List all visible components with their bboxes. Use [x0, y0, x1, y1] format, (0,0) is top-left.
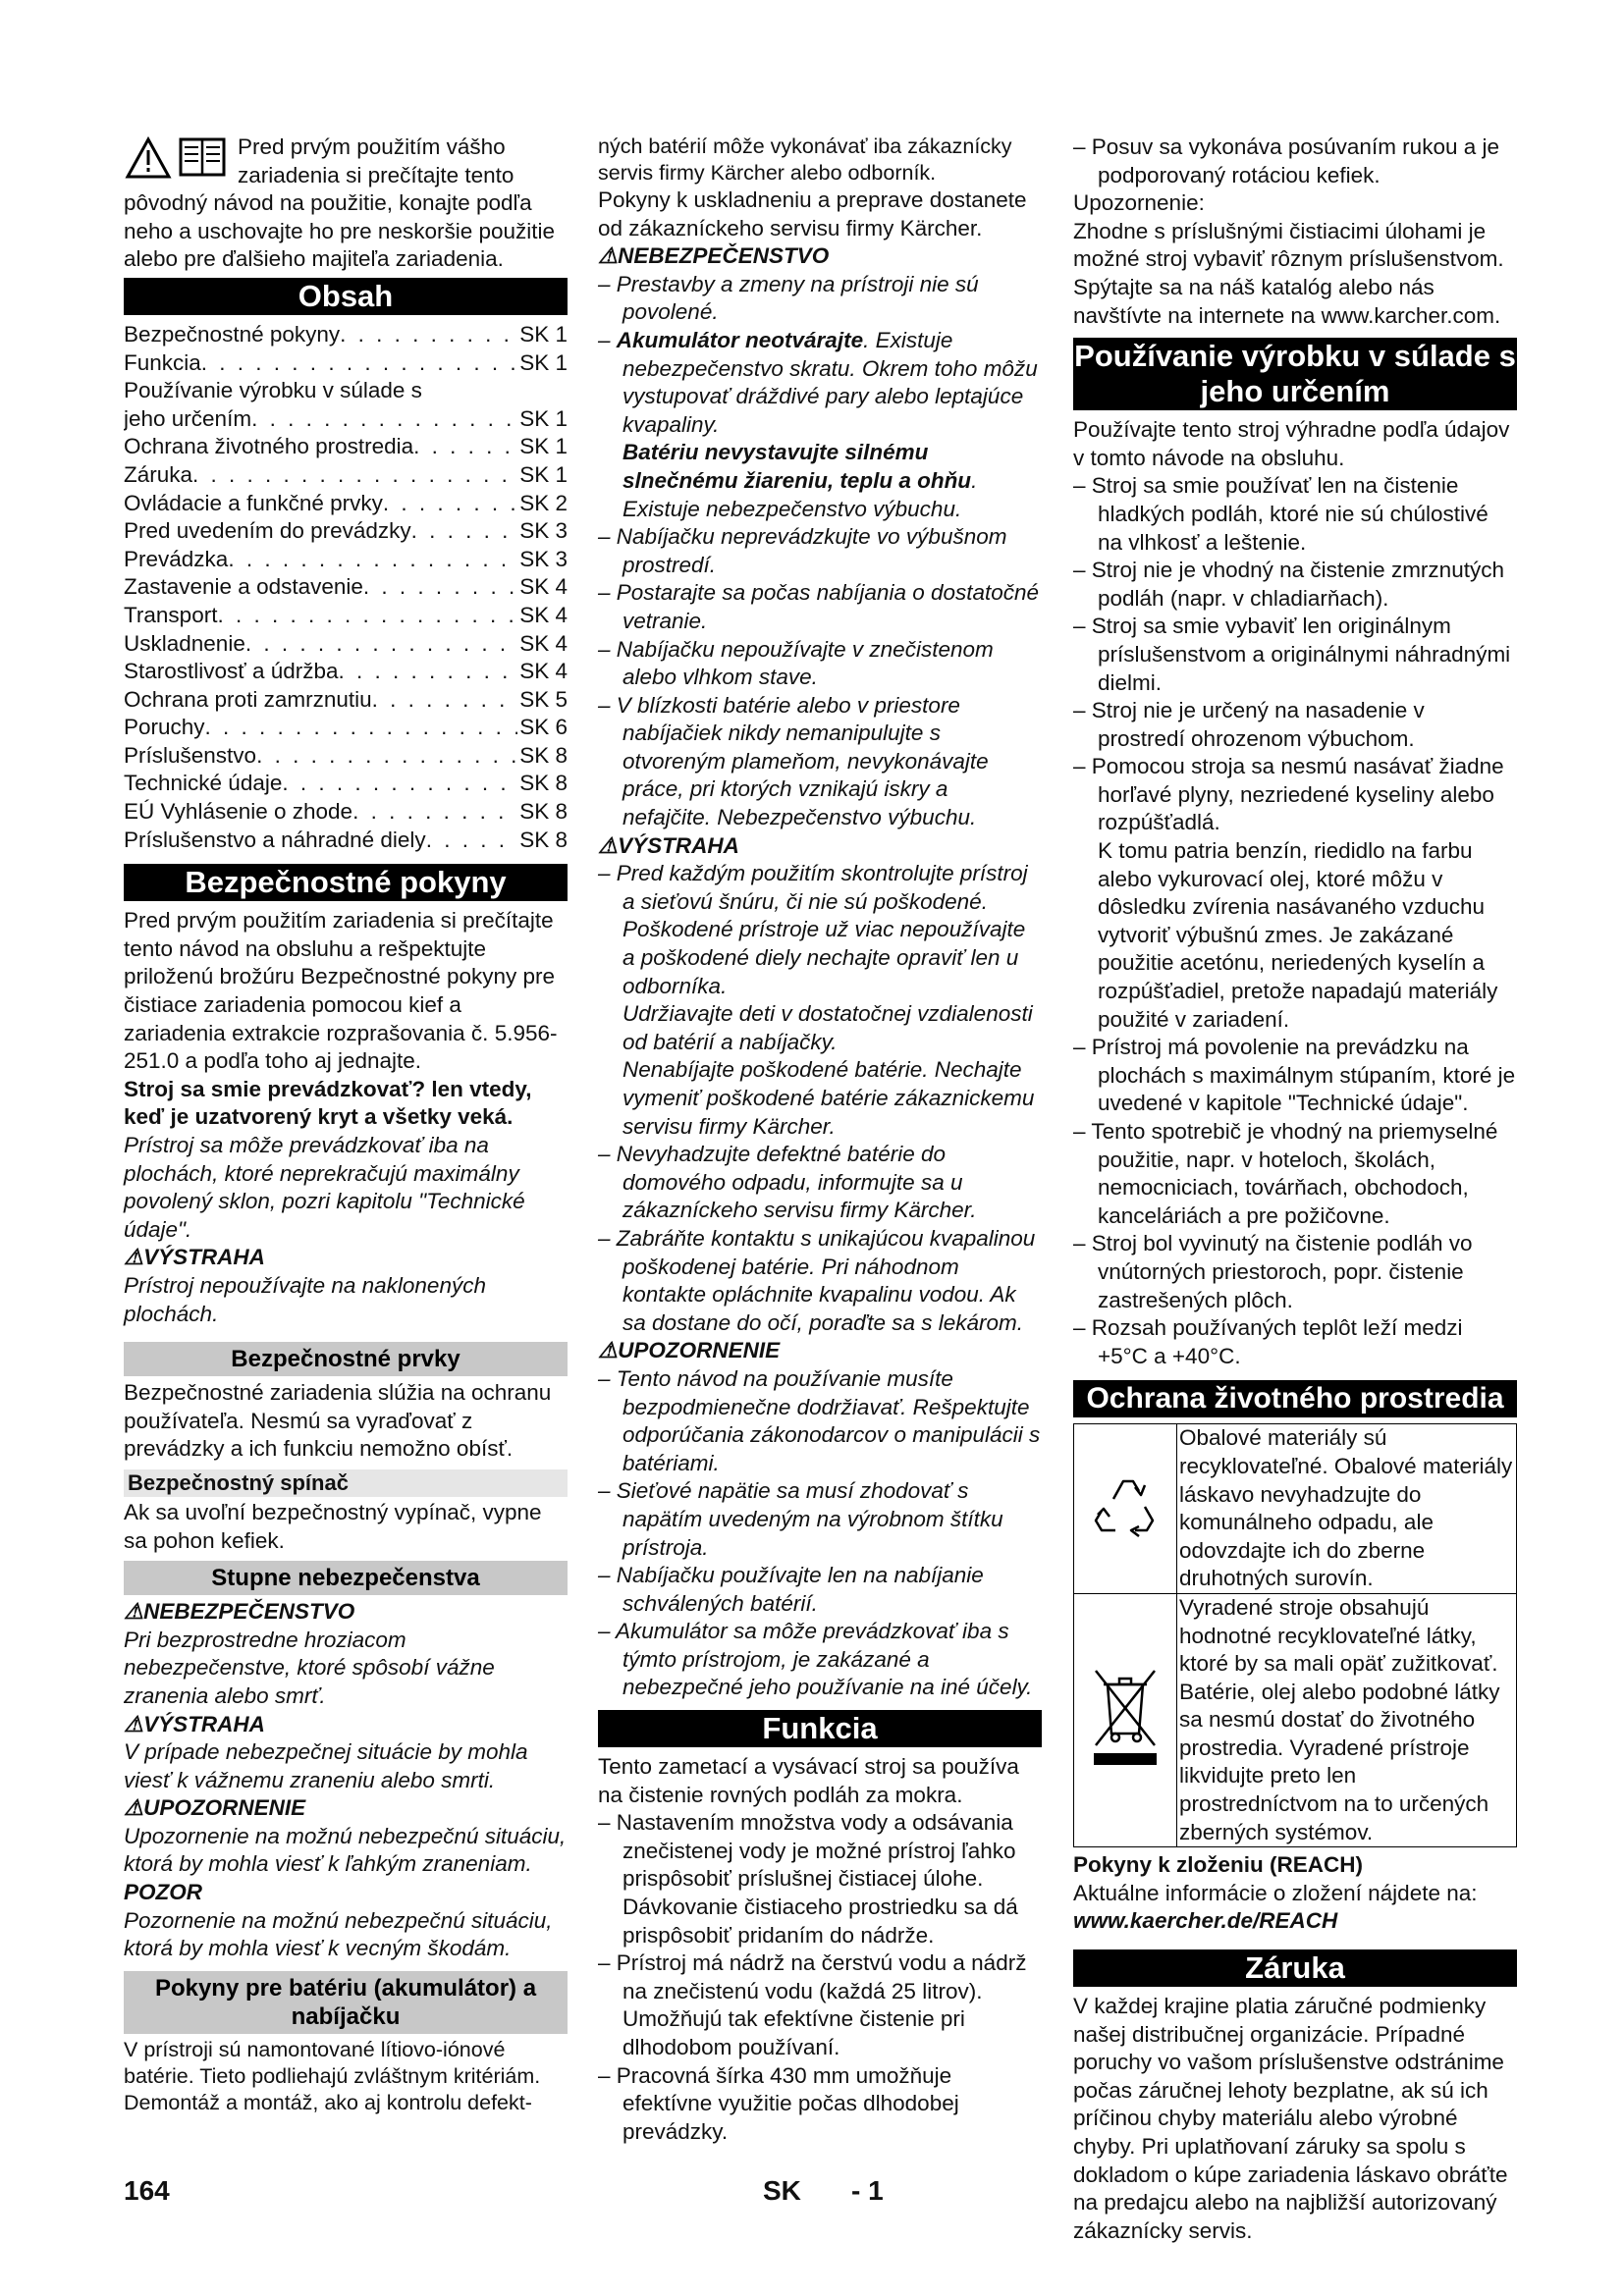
toc-entry[interactable]	[124, 770, 568, 798]
function-heading: Funkcia	[598, 1710, 1042, 1747]
danger-text: Pri bezprostredne hroziacom nebezpečenstve, ktoré spôsobí vážne zranenia alebo smrť.	[124, 1627, 495, 1708]
toc-entry-title: Uskladnenie	[124, 630, 245, 656]
function-item: – Pracovná šírka 430 mm umožňuje efektívne využitie počas dlhodobej prevádzky.	[598, 2062, 959, 2144]
language-code: SK	[763, 2175, 801, 2206]
toc-entry[interactable]	[124, 517, 568, 546]
toc-heading: Obsah	[124, 278, 568, 315]
toc-entry-page: SK 8	[519, 799, 568, 825]
toc-entry-page: SK 1	[519, 349, 568, 375]
environment-disposal-text: Vyradené stroje obsahujú hodnotné recyklovateľné látky, ktoré by sa mali opäť zužitkovať. Batérie, olej alebo podobné látky sa nesmú dostať do životného prostredia. Vyradené prístroje likvidujte preto len prostredníctvom na to určených zberných systémov.	[1177, 1593, 1517, 1846]
function-item: – Prístroj má nádrž na čerstvú vodu a nádrž na znečistenú vodu (každá 25 litrov). Umožňujú tak efektívne čistenie pri dlhodobom používaní.	[598, 1950, 1027, 2059]
recycling-icon	[1086, 1469, 1164, 1540]
intended-use-item: – Tento spotrebič je vhodný na priemyselné použitie, napr. v hoteloch, školách, nemocniciach, továrňach, obchodoch, kanceláriách a pre požičovne.	[1073, 1119, 1498, 1228]
safety-bold-note: Stroj sa smie prevádzkovať? len vtedy, keď je uzatvorený kryt a všetky veká.	[124, 1076, 532, 1130]
intended-use-item: – Stroj bol vyvinutý na čistenie podláh vo vnútorných priestoroch, popr. čistenie zastrešených plôch.	[1073, 1231, 1473, 1312]
intended-use-item: – Prístroj má povolenie na prevádzku na plochách s maximálnym stúpaním, ktoré je uvedené v kapitole "Technické údaje".	[1073, 1035, 1516, 1116]
danger-item: – Nabíjačku neprevádzkujte vo výbušnom prostredí.	[598, 524, 1007, 577]
toc-entry[interactable]	[124, 630, 568, 659]
reach-heading: Pokyny k zloženiu (REACH)	[1073, 1852, 1364, 1878]
toc-dot-leader	[411, 517, 518, 546]
toc-entry-title: Príslušenstvo a náhradné diely	[124, 827, 426, 852]
danger-item: – Nabíjačku nepoužívajte v znečistenom alebo vlhkom stave.	[598, 636, 994, 690]
column-3	[1073, 133, 1517, 2245]
danger-item-continued: Batériu nevystavujte silnému slnečnému žiareniu, teplu a ohňu. Existuje nebezpečenstvo výbuchu.	[623, 440, 978, 521]
toc-entry-title: Bezpečnostné pokyny	[124, 321, 341, 347]
intended-use-item: – Pomocou stroja sa nesmú nasávať žiadne horľavé plyny, nezriedené kyseliny alebo rozpúšťadlá.	[1073, 754, 1504, 835]
toc-entry-page: SK 6	[519, 715, 568, 740]
toc-dot-leader	[372, 686, 518, 715]
caution-label: ⚠UPOZORNENIE	[124, 1795, 306, 1821]
toc-entry-title: Transport	[124, 602, 218, 627]
warning-item-continued: Udržiavajte deti v dostatočnej vzdialenosti od batérií a nabíjačky.	[623, 1001, 1033, 1054]
safety-paragraph: Pred prvým použitím zariadenia si prečítajte tento návod na obsluhu a rešpektujte priloženú brožúru Bezpečnostné pokyny pre čistiace zariadenia pomocou kief a zariadenia extrakcie rozprašovania č. 5.956-251.0 a podľa toho aj jednajte.	[124, 908, 558, 1074]
toc-entry[interactable]	[124, 573, 568, 602]
toc-entry-page: SK 4	[519, 630, 568, 656]
column-2	[598, 133, 1042, 2146]
toc-entry-title: Ovládacie a funkčné prvky	[124, 490, 383, 515]
warning-label: ⚠VÝSTRAHA	[124, 1245, 265, 1270]
safety-devices-heading: Bezpečnostné prvky	[124, 1342, 568, 1376]
toc-entry-page: SK 8	[519, 827, 568, 852]
toc-entry-title: EÚ Vyhlásenie o zhode	[124, 799, 353, 825]
toc-dot-leader	[339, 658, 518, 686]
toc-entry-page: SK 3	[519, 546, 568, 571]
crossed-out-bin-icon	[1086, 1663, 1164, 1771]
toc-dot-leader	[205, 714, 518, 742]
toc-entry[interactable]	[124, 602, 568, 630]
safety-heading: Bezpečnostné pokyny	[124, 864, 568, 901]
caution-text: Upozornenie na možnú nebezpečnú situáciu, ktorá by mohla viesť k ľahkým zraneniam.	[124, 1823, 567, 1877]
toc-entry[interactable]	[124, 827, 568, 855]
safety-switch-heading: Bezpečnostný spínač	[124, 1469, 568, 1497]
toc-entry[interactable]	[124, 742, 568, 771]
danger-item: – Akumulátor neotvárajte. Existuje nebezpečenstvo skratu. Okrem toho môžu vystupovať dráždivé pary alebo leptajúce kvapaliny.	[598, 327, 1038, 437]
environment-heading: Ochrana životného prostredia	[1073, 1380, 1517, 1417]
reach-text: Aktuálne informácie o zložení nájdete na:	[1073, 1880, 1478, 1905]
notice-text: Pozornenie na možnú nebezpečnú situáciu, ktorá by mohla viesť k vecným škodám.	[124, 1907, 553, 1961]
toc-dot-leader	[282, 770, 517, 798]
warranty-heading: Záruka	[1073, 1949, 1517, 1987]
intended-use-item: – Rozsah používaných teplôt leží medzi +5°C a +40°C.	[1073, 1315, 1463, 1368]
intro-text: Pred prvým použitím vášho zariadenia si prečítajte tento pôvodný návod na použitie, konajte podľa neho a uschovajte ho pre neskoršie použitie alebo pre ďalšieho majiteľa zariadenia.	[124, 134, 556, 272]
hazard-levels-heading: Stupne nebezpečenstva	[124, 1561, 568, 1595]
safety-switch-text: Ak sa uvoľní bezpečnostný vypínač, vypne sa pohon kefiek.	[124, 1499, 542, 1553]
toc-dot-leader	[192, 461, 517, 490]
toc-dot-leader	[245, 630, 517, 659]
warning-manual-icon	[124, 135, 232, 179]
caution-item: – Akumulátor sa môže prevádzkovať iba s týmto prístrojom, je zakázané a nebezpečné jeho používanie na iné účely.	[598, 1619, 1033, 1700]
warning-level-label: ⚠VÝSTRAHA	[124, 1711, 265, 1736]
battery-text-continued: ných batérií môže vykonávať iba zákaznícky servis firmy Kärcher alebo odborník.	[598, 134, 1012, 185]
toc-dot-leader	[413, 433, 517, 461]
toc-entry[interactable]	[124, 405, 568, 434]
toc-entry[interactable]	[124, 714, 568, 742]
toc-dot-leader	[340, 321, 517, 349]
toc-entry[interactable]	[124, 490, 568, 518]
battery-heading: Pokyny pre batériu (akumulátor) a nabíjačku	[124, 1971, 568, 2034]
intro-block	[124, 133, 568, 274]
section-page-number: - 1	[851, 2175, 884, 2206]
warning-item: – Nevyhadzujte defektné batérie do domového odpadu, informujte sa u zákazníckeho servisu firmy Kärcher.	[598, 1142, 977, 1223]
toc-entry-title: Používanie výrobku v súlade s	[124, 378, 422, 403]
toc-entry-title: Záruka	[124, 461, 193, 487]
recycling-icon-cell	[1074, 1424, 1177, 1594]
warning-text: Prístroj nepoužívajte na naklonených plochách.	[124, 1272, 486, 1326]
warning-item: – Pred každým použitím skontrolujte prístroj a sieťovú šnúru, či nie sú poškodené. Poškodené prístroje už viac nepoužívajte a poškodené diely nechajte opraviť len u odborníka.	[598, 861, 1028, 998]
danger-item: – Prestavby a zmeny na prístroji nie sú povolené.	[598, 271, 979, 325]
warranty-text: V každej krajine platia záručné podmienky našej distribučnej organizácie. Prípadné poruchy vo vašom príslušenstve odstránime počas záručnej lehoty bezplatne, ak sú ich príčinou chyby materiálu alebo výrobné chyby. Pri uplatňovaní záruky sa spolu s dokladom o kúpe zariadenia láskavo obráťte na predajcu alebo na najbližší autorizovaný zákaznícky servis.	[1073, 1994, 1508, 2243]
function-item: – Posuv sa vykonáva posúvaním rukou a je podporovaný rotáciou kefiek.	[1073, 134, 1499, 187]
toc-entry-title: Pred uvedením do prevádzky	[124, 518, 411, 544]
toc-entry[interactable]	[124, 658, 568, 686]
disposal-icon-cell	[1074, 1593, 1177, 1846]
toc-entry[interactable]	[124, 321, 568, 349]
caution-item: – Tento návod na používanie musíte bezpodmienečne dodržiavať. Rešpektujte odporúčania zákonodarcov o manipulácii s batériami.	[598, 1365, 1041, 1475]
toc-entry-page: SK 5	[519, 686, 568, 712]
toc-entry[interactable]	[124, 377, 568, 405]
toc-dot-leader	[256, 742, 517, 771]
toc-dot-leader	[201, 349, 517, 378]
toc-entry-title: Technické údaje	[124, 771, 283, 796]
toc-entry-page: SK 8	[519, 742, 568, 768]
toc-entry-page: SK 2	[519, 490, 568, 515]
toc-dot-leader	[228, 546, 517, 574]
toc-entry-title: Poruchy	[124, 715, 205, 740]
environment-table	[1073, 1423, 1517, 1847]
danger-label: ⚠NEBEZPEČENSTVO	[598, 243, 830, 269]
toc-entry-page: SK 8	[519, 771, 568, 796]
toc-entry-page: SK 1	[519, 434, 568, 459]
toc-entry-title: Prevádzka	[124, 546, 229, 571]
page-number: 164	[124, 2175, 170, 2206]
environment-packaging-text: Obalové materiály sú recyklovateľné. Obalové materiály láskavo nevyhadzujte do komunálneho odpadu, ale odovzdajte ich do zberne druhotných surovín.	[1177, 1424, 1517, 1594]
intended-use-item: – Stroj nie je určený na nasadenie v prostredí ohrozenom výbuchom.	[1073, 698, 1425, 751]
danger-label: ⚠NEBEZPEČENSTVO	[124, 1599, 355, 1625]
toc-entry[interactable]	[124, 546, 568, 574]
toc-entry-page: SK 1	[519, 321, 568, 347]
intended-use-item: – Stroj sa smie používať len na čistenie hladkých podláh, ktoré nie sú chúlostivé na vlhkosť a leštenie.	[1073, 473, 1489, 555]
table-of-contents	[124, 321, 568, 854]
caution-item: – Nabíjačku používajte len na nabíjanie schválených batérií.	[598, 1563, 984, 1616]
toc-dot-leader	[217, 602, 517, 630]
column-1	[124, 133, 568, 2116]
toc-entry-page: SK 4	[519, 659, 568, 684]
danger-item: – V blízkosti batérie alebo v priestore nabíjačiek nikdy nemanipulujte s otvoreným plameňom, nevykonávajte práce, pri ktorých vznikajú iskry a nefajčite. Nebezpečenstvo výbuchu.	[598, 692, 989, 830]
caution-label: ⚠UPOZORNENIE	[598, 1338, 781, 1363]
intended-use-heading: Používanie výrobku v súlade s jeho určením	[1074, 339, 1516, 409]
toc-entry-title: Funkcia	[124, 349, 201, 375]
storage-note: Pokyny k uskladneniu a preprave dostanete od zákazníckeho servisu firmy Kärcher.	[598, 187, 1027, 240]
toc-entry-title: Ochrana proti zamrznutiu	[124, 686, 372, 712]
toc-entry-title: Ochrana životného prostredia	[124, 434, 414, 459]
warning-level-text: V prípade nebezpečnej situácie by mohla viesť k vážnemu zraneniu alebo smrti.	[124, 1739, 528, 1792]
function-intro: Tento zametací a vysávací stroj sa používa na čistenie rovných podláh za mokra.	[598, 1754, 1019, 1807]
toc-entry[interactable]	[124, 461, 568, 490]
toc-entry[interactable]	[124, 433, 568, 461]
toc-dot-leader	[363, 573, 517, 602]
toc-entry-page: SK 4	[519, 574, 568, 600]
function-item-continued: Dávkovanie čistiaceho prostriedku sa dá prispôsobiť pridaním do nádrže.	[623, 1895, 1018, 1948]
safety-slope-note: Prístroj sa môže prevádzkovať iba na plochách, ktoré neprekračujú maximálny povolený sklon, pozri kapitolu "Technické údaje".	[124, 1133, 525, 1242]
intended-use-intro: Používajte tento stroj výhradne podľa údajov v tomto návode na obsluhu.	[1073, 417, 1510, 470]
toc-entry-title: jeho určením	[124, 405, 252, 431]
warning-item: – Zabráňte kontaktu s unikajúcou kvapalinou poškodenej batérie. Pri náhodnom kontakte opláchnite kvapalinu vodou. Ak sa dostane do očí, poraďte sa s lekárom.	[598, 1225, 1036, 1335]
intended-use-item: – Stroj sa smie vybaviť len originálnym príslušenstvom a originálnymi náhradnými dielmi.	[1073, 614, 1511, 695]
toc-dot-leader	[352, 798, 517, 827]
note-text: Zhodne s príslušnými čistiacimi úlohami je možné stroj vybaviť rôznym príslušenstvom. Spýtajte sa na náš katalóg alebo nás navštívte na internete na www.karcher.com.	[1073, 218, 1504, 328]
intended-use-item-continued: K tomu patria benzín, riedidlo na farbu alebo vykurovací olej, ktoré môžu v dôsledku zvírenia nasávaného vzduchu vytvoriť výbušnú zmes. Je zakázané použitie acetónu, neriedených kyselín a rozpúšťadiel, pretože napadajú materiály použité v zariadení.	[1098, 838, 1498, 1032]
toc-entry[interactable]	[124, 349, 568, 378]
toc-entry-title: Starostlivosť a údržba	[124, 659, 339, 684]
notice-label: POZOR	[124, 1880, 203, 1905]
toc-entry[interactable]	[124, 798, 568, 827]
danger-item: – Postarajte sa počas nabíjania o dostatočné vetranie.	[598, 580, 1040, 633]
battery-text: V prístroji sú namontované lítiovo-iónové batérie. Tieto podliehajú zvláštnym kritériám. Demontáž a montáž, ako aj kontrolu defekt-	[124, 2037, 541, 2114]
toc-dot-leader	[251, 405, 517, 434]
toc-entry-page: SK 1	[519, 461, 568, 487]
toc-entry-title: Zastavenie a odstavenie	[124, 574, 363, 600]
toc-entry-page: SK 1	[519, 405, 568, 431]
intended-use-item: – Stroj nie je vhodný na čistenie zmrznutých podláh (napr. v chladiarňach).	[1073, 558, 1504, 611]
toc-dot-leader	[426, 827, 518, 855]
warning-item-continued: Nenabíjajte poškodené batérie. Nechajte vymeniť poškodené batérie zákaznickemu servisu firmy Kärcher.	[623, 1057, 1035, 1139]
toc-entry-page: SK 3	[519, 518, 568, 544]
toc-dot-leader	[383, 490, 517, 518]
caution-item: – Sieťové napätie sa musí zhodovať s napätím uvedeným na výrobnom štítku prístroja.	[598, 1478, 1003, 1560]
toc-entry-title: Príslušenstvo	[124, 742, 257, 768]
function-item: – Nastavením množstva vody a odsávania znečistenej vody je možné prístroj ľahko prispôsobiť príslušnej čistiacej úlohe.	[598, 1810, 1016, 1892]
toc-entry-page: SK 4	[519, 602, 568, 627]
warning-label: ⚠VÝSTRAHA	[598, 832, 739, 858]
toc-entry[interactable]	[124, 686, 568, 715]
reach-link[interactable]: www.kaercher.de/REACH	[1073, 1908, 1338, 1934]
safety-devices-text: Bezpečnostné zariadenia slúžia na ochranu používateľa. Nesmú sa vyraďovať z prevádzky a ich funkciu nemožno obísť.	[124, 1380, 552, 1462]
note-label: Upozornenie:	[1073, 190, 1205, 216]
